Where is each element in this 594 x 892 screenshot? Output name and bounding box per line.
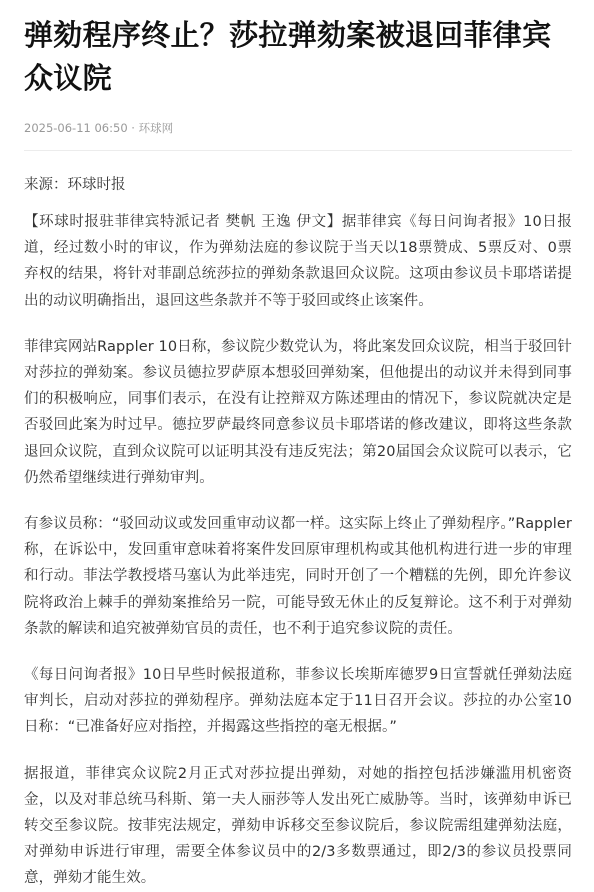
paragraph-1: 【环球时报驻菲律宾特派记者 樊帆 王逸 伊文】据菲律宾《每日问询者报》10日报道，经过数小时的审议，作为弹劾法庭的参议院于当天以18票赞成、5票反对、0票弃权的结果，将针对菲副总统莎拉的弹劾条款退回众议院。这项由参议员卡耶塔诺提出的动议明确指出，退回这些条款并不等于驳回或终止该案件。 [24,214,572,309]
paragraph-3: 有参议员称：“驳回动议或发回重审动议都一样。这实际上终止了弹劾程序。”Rappler称，在诉讼中，发回重审意味着将案件发回原审理机构或其他机构进行进一步的审理和行动。菲法学教授塔马塞认为此举违宪，同时开创了一个糟糕的先例，即允许参议院将政治上棘手的弹劾案推给另一院，可能导致无休止的反复辩论。这不利于对弹劾条款的解读和追究被弹劾官员的责任，也不利于追究参议院的责任。 [24,516,572,637]
publisher-link[interactable]: 环球网 [138,121,174,135]
meta-separator: · [127,121,139,135]
source-line: 来源：环球时报 [24,177,126,193]
paragraph-4: 《每日问询者报》10日早些时候报道称，菲参议长埃斯库德罗9日宣誓就任弹劾法庭审判长，启动对莎拉的弹劾程序。弹劾法庭本定于11日召开会议。莎拉的办公室10日称：“已准备好应对指控，并揭露这些指控的毫无根据。” [24,667,572,736]
paragraph-2: 菲律宾网站Rappler 10日称，参议院少数党认为，将此案发回众议院，相当于驳回针对莎拉的弹劾案。参议员德拉罗萨原本想驳回弹劾案，但他提出的动议并未得到同事们的积极响应，同事们表示，在没有让控辩双方陈述理由的情况下，参议院就决定是否驳回此案为时过早。德拉罗萨最终同意参议员卡耶塔诺的修改建议，即将这些条款退回众议院，直到众议院可以证明其没有违反宪法；第20届国会众议院可以表示，它仍然希望继续进行弹劾审判。 [24,338,572,486]
publish-date: 2025-06-11 06:50 [24,121,128,135]
header-divider [24,150,572,151]
article-meta [24,120,572,136]
paragraph-5: 据报道，菲律宾众议院2月正式对莎拉提出弹劾，对她的指控包括涉嫌滥用机密资金，以及对菲总统马科斯、第一夫人丽莎等人发出死亡威胁等。当时，该弹劾申诉已转交至参议院。按菲宪法规定，弹劾申诉移交至参议院后，参议院需组建弹劾法庭，对弹劾申诉进行审理，需要全体参议员中的2/3多数票通过，即2/3的参议员投票同意，弹劾才能生效。 [24,765,572,887]
article-title: 弹劾程序终止？莎拉弹劾案被退回菲律宾众议院 [24,18,552,95]
